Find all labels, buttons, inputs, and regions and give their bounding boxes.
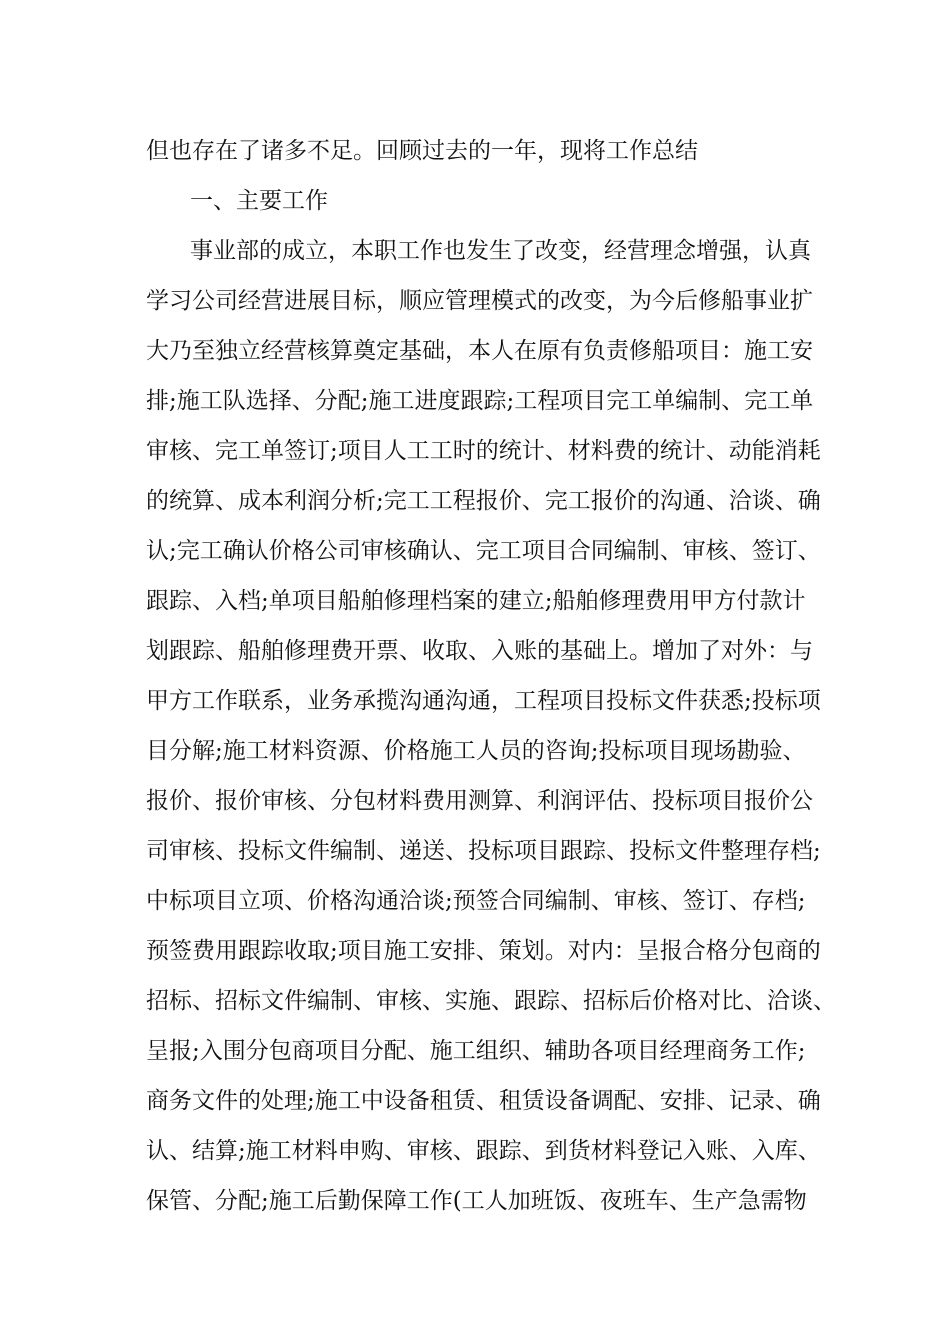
paragraph-line: 呈报;入围分包商项目分配、施工组织、辅助各项目经理商务工作;: [146, 1038, 806, 1064]
paragraph-line: 中标项目立项、价格沟通洽谈;预签合同编制、审核、签订、存档;: [146, 888, 806, 914]
paragraph-line: 招标、招标文件编制、审核、实施、跟踪、招标后价格对比、洽谈、: [146, 988, 836, 1014]
paragraph-line: 预签费用跟踪收取;项目施工安排、策划。对内：呈报合格分包商的: [146, 938, 821, 964]
section-heading: 一、主要工作: [190, 188, 328, 214]
paragraph-line: 认、结算;施工材料申购、审核、跟踪、到货材料登记入账、入库、: [146, 1138, 821, 1164]
paragraph-line: 认;完工确认价格公司审核确认、完工项目合同编制、审核、签订、: [146, 538, 821, 564]
paragraph-line: 学习公司经营进展目标，顺应管理模式的改变，为今后修船事业扩: [146, 288, 813, 314]
paragraph-line: 的统算、成本利润分析;完工工程报价、完工报价的沟通、洽谈、确: [146, 488, 821, 514]
paragraph-line: 但也存在了诸多不足。回顾过去的一年，现将工作总结: [146, 138, 698, 164]
paragraph-line: 报价、报价审核、分包材料费用测算、利润评估、投标项目报价公: [146, 788, 813, 814]
paragraph-line: 司审核、投标文件编制、递送、投标项目跟踪、投标文件整理存档;: [146, 838, 821, 864]
paragraph-line: 大乃至独立经营核算奠定基础，本人在原有负责修船项目：施工安: [146, 338, 813, 364]
paragraph-line: 排;施工队选择、分配;施工进度跟踪;工程项目完工单编制、完工单: [146, 388, 814, 414]
paragraph-line: 保管、分配;施工后勤保障工作(工人加班饭、夜班车、生产急需物: [146, 1188, 807, 1214]
paragraph-line: 目分解;施工材料资源、价格施工人员的咨询;投标项目现场勘验、: [146, 738, 806, 764]
paragraph-line: 划跟踪、船舶修理费开票、收取、入账的基础上。增加了对外：与: [146, 638, 813, 664]
paragraph-line: 审核、完工单签订;项目人工工时的统计、材料费的统计、动能消耗: [146, 438, 821, 464]
paragraph-line: 事业部的成立，本职工作也发生了改变，经营理念增强，认真: [190, 238, 811, 264]
paragraph-line: 商务文件的处理;施工中设备租赁、租赁设备调配、安排、记录、确: [146, 1088, 821, 1114]
paragraph-line: 甲方工作联系，业务承揽沟通沟通，工程项目投标文件获悉;投标项: [146, 688, 821, 714]
paragraph-line: 跟踪、入档;单项目船舶修理档案的建立;船舶修理费用甲方付款计: [146, 588, 806, 614]
